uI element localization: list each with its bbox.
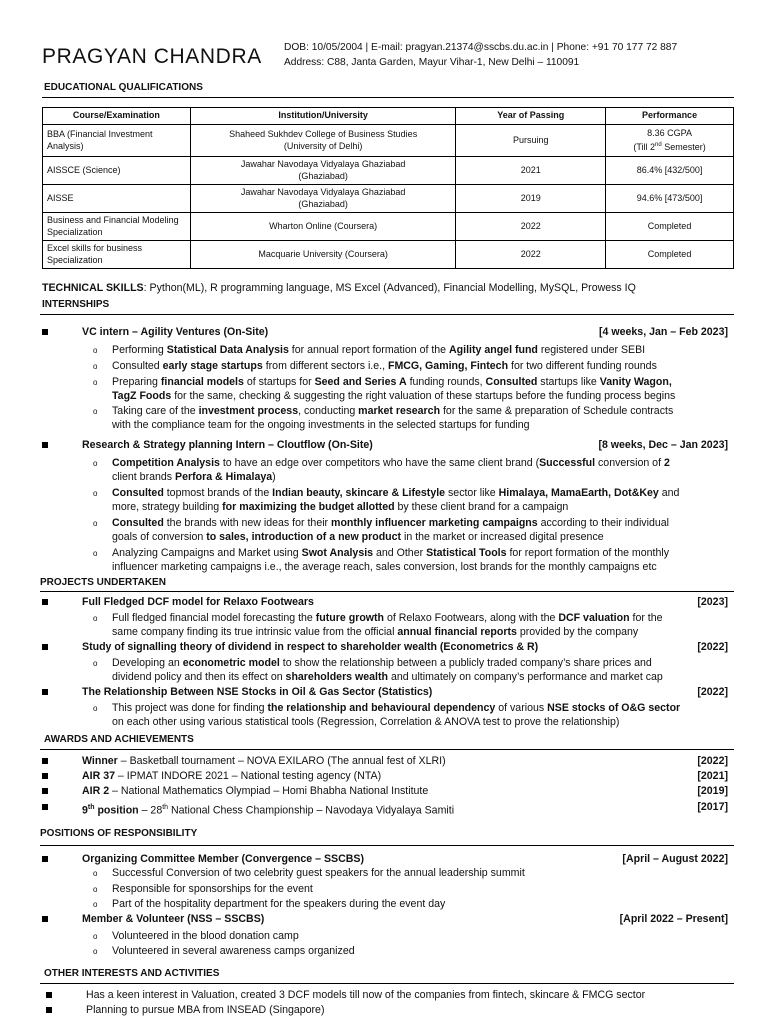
column-header: Course/Examination <box>43 108 191 125</box>
bullet-square-icon <box>42 801 48 815</box>
column-header: Performance <box>606 108 734 125</box>
bullet-text: Consulted early stage startups from different sectors i.e., FMCG, Gaming, Fintech for two different funding rounds <box>112 360 657 372</box>
candidate-name: PRAGYAN CHANDRA <box>42 45 262 68</box>
bullet-text: Full fledged financial model forecasting the future growth of Relaxo Footwears, along with the DCF valuation for the <box>112 612 663 624</box>
bullet-text: Performing Statistical Data Analysis for annual report formation of the Agility angel fund registered under SEBI <box>112 344 646 356</box>
bullet-square-icon <box>42 641 48 655</box>
award-date: [2019] <box>697 785 728 797</box>
bullet-text: Successful Conversion of two celebrity guest speakers for the annual leadership summit <box>112 867 525 879</box>
contact-info <box>284 41 677 70</box>
bullet-square-icon <box>46 1004 52 1018</box>
bullet-circle-icon: o <box>93 885 98 894</box>
performance-cell: 94.6% [473/500] <box>606 185 734 213</box>
position-title: Member & Volunteer (NSS – SSCBS) <box>82 913 265 925</box>
contact-line-2: Address: C88, Janta Garden, Mayur Vihar-1, New Delhi – 110091 <box>284 56 580 68</box>
interest-text: Has a keen interest in Valuation, created 3 DCF models till now of the companies from fintech, skincare & FMCG sector <box>86 989 646 1001</box>
internship-title: Research & Strategy planning Intern – Cloutflow (On-Site) <box>82 439 373 451</box>
performance-cell <box>606 125 734 157</box>
institution-line: Jawahar Navodaya Vidyalaya Ghaziabad <box>240 159 406 169</box>
year-cell: Pursuing <box>456 125 606 157</box>
bullet-square-icon <box>42 913 48 927</box>
bullet-text: Competition Analysis to have an edge over competitors who have the same client brand (Successful conversion of 2 <box>112 457 670 469</box>
bullet-text: TagZ Foods for the same, checking & suggesting the right valuation of these startups before the funding process begins <box>112 390 676 402</box>
bullet-text: Volunteered in several awareness camps organized <box>112 945 355 957</box>
institution-line: Shaheed Sukhdev College of Business Studies <box>229 129 418 139</box>
bullet-square-icon <box>42 770 48 784</box>
project-title: The Relationship Between NSE Stocks in Oil & Gas Sector (Statistics) <box>82 686 433 698</box>
year-cell: 2022 <box>456 213 606 241</box>
bullet-text: Responsible for sponsorships for the event <box>112 883 313 895</box>
bullet-square-icon <box>42 596 48 610</box>
bullet-circle-icon: o <box>93 459 98 468</box>
technical-skills <box>42 282 636 294</box>
table-row <box>43 125 734 157</box>
position-date: [April – August 2022] <box>622 853 728 865</box>
table-row <box>43 157 734 185</box>
table-header-row <box>43 108 734 125</box>
bullet-square-icon <box>46 989 52 1003</box>
project-title: Study of signalling theory of dividend in respect to shareholder wealth (Econometrics & R) <box>82 641 539 653</box>
bullet-circle-icon: o <box>93 549 98 558</box>
section-divider <box>40 845 734 846</box>
performance-cell: Completed <box>606 213 734 241</box>
bullet-square-icon <box>42 686 48 700</box>
bullet-text: same company finding its true intrinsic value from the official annual financial reports provided by the company <box>112 626 639 638</box>
bullet-text: more, strategy building for maximizing the budget allotted by these client brand for a campaign <box>112 501 569 513</box>
bullet-text: goals of conversion to sales, introduction of a new product in the market or increased digital presence <box>112 531 604 543</box>
institution-cell: Macquarie University (Coursera) <box>190 241 456 269</box>
performance-line: (Till 2 <box>633 141 656 152</box>
project-date: [2022] <box>697 641 728 653</box>
section-title-positions: POSITIONS OF RESPONSIBILITY <box>40 828 198 839</box>
institution-line: (University of Delhi) <box>283 140 363 151</box>
project-title: Full Fledged DCF model for Relaxo Footwears <box>82 596 314 608</box>
institution-line: Jawahar Navodaya Vidyalaya Ghaziabad <box>240 187 406 197</box>
internship-date: [4 weeks, Jan – Feb 2023] <box>599 326 728 338</box>
bullet-text: on each other using various statistical tools (Regression, Correlation & ANOVA test to prove the relationship) <box>112 716 620 728</box>
bullet-text: Analyzing Campaigns and Market using Swot Analysis and Other Statistical Tools for report formation of the monthly <box>112 547 670 559</box>
bullet-circle-icon: o <box>93 704 98 713</box>
table-row <box>43 213 734 241</box>
contact-line-1: DOB: 10/05/2004 | E-mail: pragyan.21374@sscbs.du.ac.in | Phone: +91 70 177 72 887 <box>284 42 678 53</box>
bullet-square-icon <box>42 853 48 867</box>
course-cell: BBA (Financial Investment Analysis) <box>43 125 191 157</box>
section-title-internships: INTERNSHIPS <box>42 299 110 310</box>
section-title-interests: OTHER INTERESTS AND ACTIVITIES <box>44 968 220 979</box>
institution-line: (Ghaziabad) <box>298 198 348 209</box>
award-text: AIR 37 – IPMAT INDORE 2021 – National testing agency (NTA) <box>82 770 382 782</box>
bullet-square-icon <box>42 785 48 799</box>
column-header: Year of Passing <box>456 108 606 125</box>
institution-cell <box>190 185 456 213</box>
project-date: [2022] <box>697 686 728 698</box>
interest-text: Planning to pursue MBA from INSEAD (Singapore) <box>86 1004 325 1016</box>
bullet-square-icon <box>42 755 48 769</box>
section-divider <box>40 983 734 984</box>
education-table <box>42 107 734 269</box>
position-title: Organizing Committee Member (Convergence – SSCBS) <box>82 853 364 865</box>
performance-cell: 86.4% [432/500] <box>606 157 734 185</box>
performance-line: 8.36 CGPA <box>647 128 692 138</box>
award-date: [2021] <box>697 770 728 782</box>
institution-cell <box>190 125 456 157</box>
table-row <box>43 241 734 269</box>
bullet-circle-icon: o <box>93 519 98 528</box>
bullet-square-icon <box>42 326 48 340</box>
bullet-text: client brands Perfora & Himalaya) <box>112 471 276 483</box>
table-row <box>43 185 734 213</box>
section-title-awards: AWARDS AND ACHIEVEMENTS <box>44 734 194 745</box>
award-date: [2017] <box>697 801 728 813</box>
position-date: [April 2022 – Present] <box>619 913 728 925</box>
year-cell: 2022 <box>456 241 606 269</box>
bullet-text: Preparing financial models of startups for Seed and Series A funding rounds, Consulted startups like Vanity Wagon, <box>112 376 672 388</box>
performance-line: Semester) <box>661 141 706 152</box>
column-header: Institution/University <box>190 108 456 125</box>
award-text: 9th position – 28th National Chess Championship – Navodaya Vidyalaya Samiti <box>82 804 455 817</box>
course-cell: AISSCE (Science) <box>43 157 191 185</box>
institution-line: (Ghaziabad) <box>298 170 348 181</box>
skills-value: : Python(ML), R programming language, MS Excel (Advanced), Financial Modelling, MySQL, Prowess IQ <box>143 282 636 294</box>
bullet-square-icon <box>42 439 48 453</box>
bullet-text: Consulted topmost brands of the Indian beauty, skincare & Lifestyle sector like Himalaya, MamaEarth, Dot&Key and <box>112 487 680 499</box>
course-cell: Business and Financial Modeling Specialization <box>43 213 191 241</box>
performance-cell: Completed <box>606 241 734 269</box>
bullet-circle-icon: o <box>93 869 98 878</box>
section-title-projects: PROJECTS UNDERTAKEN <box>40 577 166 588</box>
year-cell: 2019 <box>456 185 606 213</box>
bullet-circle-icon: o <box>93 614 98 623</box>
course-cell: AISSE <box>43 185 191 213</box>
section-divider <box>40 591 734 592</box>
award-text: Winner – Basketball tournament – NOVA EXILARO (The annual fest of XLRI) <box>82 755 446 767</box>
award-text: AIR 2 – National Mathematics Olympiad – Homi Bhabha National Institute <box>82 785 429 797</box>
bullet-text: influencer marketing campaigns i.e., the average reach, sales conversion, lost brands for the monthly campaigns etc <box>112 561 657 573</box>
bullet-circle-icon: o <box>93 659 98 668</box>
internship-date: [8 weeks, Dec – Jan 2023] <box>598 439 728 451</box>
bullet-text: Developing an econometric model to show the relationship between a publicly traded company’s share prices and <box>112 657 652 669</box>
bullet-circle-icon: o <box>93 489 98 498</box>
bullet-circle-icon: o <box>93 378 98 387</box>
bullet-circle-icon: o <box>93 932 98 941</box>
bullet-circle-icon: o <box>93 900 98 909</box>
bullet-text: This project was done for finding the relationship and behavioural dependency of various NSE stocks of O&G sector <box>112 702 681 714</box>
bullet-circle-icon: o <box>93 947 98 956</box>
bullet-text: Volunteered in the blood donation camp <box>112 930 299 942</box>
skills-label: TECHNICAL SKILLS <box>42 282 144 294</box>
bullet-text: Taking care of the investment process, conducting market research for the same & preparation of Schedule contracts <box>112 405 674 417</box>
award-date: [2022] <box>697 755 728 767</box>
course-cell: Excel skills for business Specialization <box>43 241 191 269</box>
bullet-text: Consulted the brands with new ideas for their monthly influencer marketing campaigns according to their individual <box>112 517 669 529</box>
bullet-circle-icon: o <box>93 346 98 355</box>
bullet-text: with the compliance team for the ongoing investments in the selected startups for funding <box>112 419 530 431</box>
bullet-text: dividend policy and then its effect on shareholders wealth and ultimately on company’s performance and market cap <box>112 671 663 683</box>
internship-title: VC intern – Agility Ventures (On-Site) <box>82 326 269 338</box>
year-cell: 2021 <box>456 157 606 185</box>
institution-cell: Wharton Online (Coursera) <box>190 213 456 241</box>
section-divider <box>42 97 734 98</box>
bullet-text: Part of the hospitality department for the speakers during the event day <box>112 898 446 910</box>
section-divider <box>40 749 734 750</box>
institution-cell <box>190 157 456 185</box>
section-divider <box>40 314 734 315</box>
project-date: [2023] <box>697 596 728 608</box>
section-title-education: EDUCATIONAL QUALIFICATIONS <box>44 82 203 93</box>
bullet-circle-icon: o <box>93 407 98 416</box>
bullet-circle-icon: o <box>93 362 98 371</box>
superscript: nd <box>655 141 662 148</box>
